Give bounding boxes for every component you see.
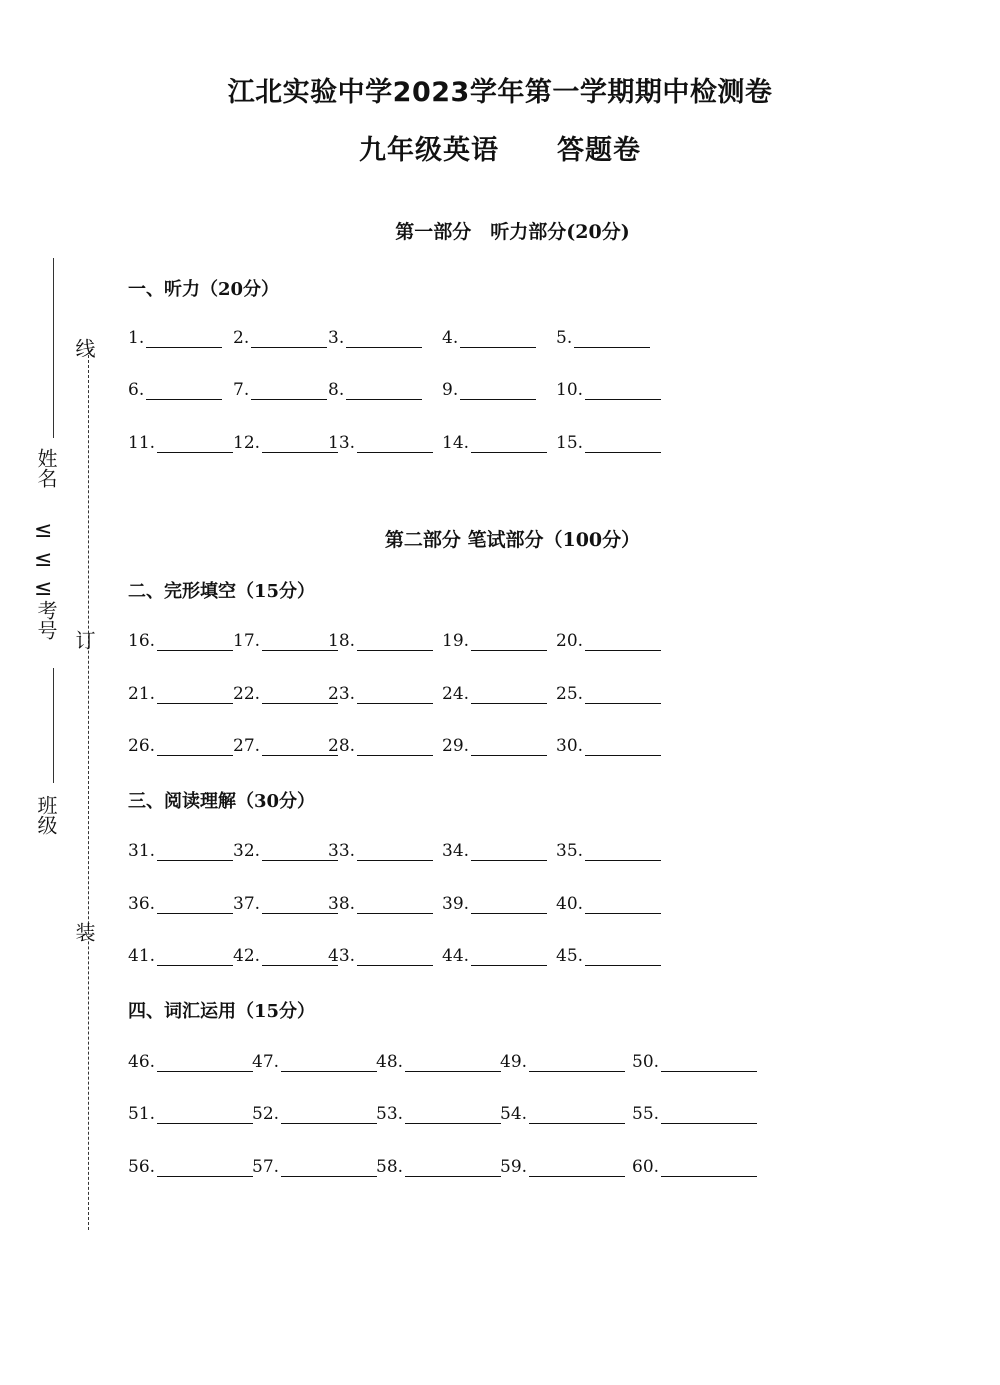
answer-item bbox=[328, 736, 433, 756]
question-number: 32. bbox=[233, 841, 261, 861]
answer-item bbox=[328, 841, 433, 861]
answer-blank[interactable] bbox=[251, 330, 327, 348]
answer-item bbox=[128, 631, 233, 651]
answer-blank[interactable] bbox=[281, 1159, 377, 1177]
answer-item bbox=[128, 736, 233, 756]
question-number: 40. bbox=[556, 894, 584, 914]
answer-item bbox=[233, 433, 338, 453]
answer-item bbox=[233, 684, 338, 704]
answer-blank[interactable] bbox=[157, 1159, 253, 1177]
answer-item bbox=[442, 328, 536, 348]
answer-blank[interactable] bbox=[157, 843, 233, 861]
answer-blank[interactable] bbox=[262, 896, 338, 914]
question-number: 22. bbox=[233, 684, 261, 704]
answer-item bbox=[328, 946, 433, 966]
question-number: 51. bbox=[128, 1104, 156, 1124]
binding-staple-label: 订 bbox=[72, 630, 96, 650]
answer-blank[interactable] bbox=[585, 382, 661, 400]
answer-item bbox=[252, 1104, 377, 1124]
answer-blank[interactable] bbox=[529, 1106, 625, 1124]
question-number: 9. bbox=[442, 380, 459, 400]
answer-blank[interactable] bbox=[262, 738, 338, 756]
answer-item bbox=[128, 380, 222, 400]
answer-item bbox=[128, 946, 233, 966]
question-number: 46. bbox=[128, 1052, 156, 1072]
answer-blank[interactable] bbox=[471, 686, 547, 704]
answer-blank[interactable] bbox=[471, 843, 547, 861]
answer-blank[interactable] bbox=[471, 948, 547, 966]
answer-item bbox=[376, 1052, 501, 1072]
answer-blank[interactable] bbox=[146, 330, 222, 348]
question-number: 34. bbox=[442, 841, 470, 861]
answer-item bbox=[556, 841, 661, 861]
answer-blank[interactable] bbox=[157, 948, 233, 966]
answer-item bbox=[556, 328, 650, 348]
answer-item bbox=[328, 433, 433, 453]
name-field-label: 姓名 bbox=[34, 448, 58, 488]
answer-item bbox=[128, 1157, 253, 1177]
question-number: 21. bbox=[128, 684, 156, 704]
answer-item bbox=[233, 736, 338, 756]
answer-item bbox=[556, 894, 661, 914]
answer-blank[interactable] bbox=[585, 738, 661, 756]
answer-blank[interactable] bbox=[157, 738, 233, 756]
answer-blank[interactable] bbox=[471, 738, 547, 756]
answer-blank[interactable] bbox=[262, 948, 338, 966]
question-number: 16. bbox=[128, 631, 156, 651]
question-number: 47. bbox=[252, 1052, 280, 1072]
question-number: 45. bbox=[556, 946, 584, 966]
answer-blank[interactable] bbox=[405, 1159, 501, 1177]
question-number: 26. bbox=[128, 736, 156, 756]
answer-item bbox=[500, 1052, 625, 1072]
answer-blank[interactable] bbox=[357, 896, 433, 914]
question-number: 33. bbox=[328, 841, 356, 861]
answer-item bbox=[442, 894, 547, 914]
question-number: 39. bbox=[442, 894, 470, 914]
answer-blank[interactable] bbox=[262, 633, 338, 651]
arrow-glyph: ≤ bbox=[34, 518, 53, 543]
question-number: 11. bbox=[128, 433, 156, 453]
question-number: 15. bbox=[556, 433, 584, 453]
answer-item bbox=[128, 433, 233, 453]
answer-sheet-label: 答题卷 bbox=[557, 135, 641, 166]
answer-blank[interactable] bbox=[357, 686, 433, 704]
answer-item bbox=[376, 1157, 501, 1177]
question-number: 36. bbox=[128, 894, 156, 914]
answer-blank[interactable] bbox=[357, 435, 433, 453]
answer-blank[interactable] bbox=[585, 435, 661, 453]
question-number: 8. bbox=[328, 380, 345, 400]
answer-blank[interactable] bbox=[157, 686, 233, 704]
exam-title: 江北实验中学2023学年第一学期期中检测卷 bbox=[227, 77, 773, 108]
answer-item bbox=[442, 380, 536, 400]
answer-item bbox=[128, 1052, 253, 1072]
answer-blank[interactable] bbox=[262, 686, 338, 704]
question-number: 14. bbox=[442, 433, 470, 453]
answer-blank[interactable] bbox=[281, 1106, 377, 1124]
question-number: 6. bbox=[128, 380, 145, 400]
answer-blank[interactable] bbox=[157, 896, 233, 914]
answer-item bbox=[376, 1104, 501, 1124]
question-number: 52. bbox=[252, 1104, 280, 1124]
question-number: 58. bbox=[376, 1157, 404, 1177]
answer-item bbox=[556, 946, 661, 966]
question-number: 42. bbox=[233, 946, 261, 966]
answer-item bbox=[128, 894, 233, 914]
answer-item bbox=[233, 631, 338, 651]
question-number: 44. bbox=[442, 946, 470, 966]
question-number: 30. bbox=[556, 736, 584, 756]
question-number: 5. bbox=[556, 328, 573, 348]
answer-item bbox=[632, 1104, 757, 1124]
binding-bind-label: 装 bbox=[72, 922, 96, 942]
answer-blank[interactable] bbox=[585, 686, 661, 704]
answer-blank[interactable] bbox=[357, 633, 433, 651]
answer-item bbox=[128, 328, 222, 348]
section-reading-heading: 三、阅读理解（30分） bbox=[128, 791, 316, 812]
answer-item bbox=[500, 1157, 625, 1177]
answer-blank[interactable] bbox=[405, 1106, 501, 1124]
answer-item bbox=[328, 684, 433, 704]
answer-blank[interactable] bbox=[157, 435, 233, 453]
question-number: 24. bbox=[442, 684, 470, 704]
answer-blank[interactable] bbox=[281, 1054, 377, 1072]
answer-item bbox=[233, 380, 327, 400]
question-number: 38. bbox=[328, 894, 356, 914]
question-number: 7. bbox=[233, 380, 250, 400]
question-number: 60. bbox=[632, 1157, 660, 1177]
answer-blank[interactable] bbox=[157, 1054, 253, 1072]
question-number: 1. bbox=[128, 328, 145, 348]
question-number: 2. bbox=[233, 328, 250, 348]
answer-blank[interactable] bbox=[251, 382, 327, 400]
question-number: 57. bbox=[252, 1157, 280, 1177]
question-number: 31. bbox=[128, 841, 156, 861]
answer-item bbox=[442, 631, 547, 651]
answer-item bbox=[233, 894, 338, 914]
answer-blank[interactable] bbox=[346, 330, 422, 348]
answer-blank[interactable] bbox=[157, 633, 233, 651]
question-number: 54. bbox=[500, 1104, 528, 1124]
question-number: 23. bbox=[328, 684, 356, 704]
question-number: 28. bbox=[328, 736, 356, 756]
answer-blank[interactable] bbox=[157, 1106, 253, 1124]
exam-subtitle bbox=[0, 128, 1000, 167]
answer-blank[interactable] bbox=[460, 382, 536, 400]
answer-blank[interactable] bbox=[585, 843, 661, 861]
answer-item bbox=[128, 684, 233, 704]
answer-blank[interactable] bbox=[460, 330, 536, 348]
answer-item bbox=[128, 1104, 253, 1124]
part2-heading: 第二部分 笔试部分（100分） bbox=[384, 529, 641, 551]
answer-blank[interactable] bbox=[357, 738, 433, 756]
question-number: 41. bbox=[128, 946, 156, 966]
question-number: 27. bbox=[233, 736, 261, 756]
arrow-glyph: ≤ bbox=[34, 576, 53, 601]
answer-blank[interactable] bbox=[146, 382, 222, 400]
section-vocabulary-heading: 四、词汇运用（15分） bbox=[128, 1001, 316, 1022]
answer-blank[interactable] bbox=[585, 896, 661, 914]
exam-number-label: 考号 bbox=[34, 600, 58, 640]
question-number: 4. bbox=[442, 328, 459, 348]
binding-line-label: 线 bbox=[72, 338, 96, 358]
class-field-label: 班级 bbox=[34, 795, 58, 835]
answer-item bbox=[556, 684, 661, 704]
answer-blank[interactable] bbox=[471, 896, 547, 914]
answer-blank[interactable] bbox=[357, 843, 433, 861]
answer-item bbox=[233, 946, 338, 966]
answer-blank[interactable] bbox=[405, 1054, 501, 1072]
question-number: 10. bbox=[556, 380, 584, 400]
answer-item bbox=[442, 736, 547, 756]
binding-dashed-line bbox=[88, 355, 89, 1230]
answer-blank[interactable] bbox=[471, 633, 547, 651]
section-listening-heading: 一、听力（20分） bbox=[128, 279, 280, 300]
answer-item bbox=[233, 328, 327, 348]
arrow-glyph: ≤ bbox=[34, 547, 53, 572]
question-number: 19. bbox=[442, 631, 470, 651]
question-number: 17. bbox=[233, 631, 261, 651]
question-number: 56. bbox=[128, 1157, 156, 1177]
answer-item bbox=[442, 841, 547, 861]
answer-blank[interactable] bbox=[585, 948, 661, 966]
answer-item bbox=[328, 631, 433, 651]
question-number: 50. bbox=[632, 1052, 660, 1072]
part1-heading: 第一部分 听力部分(20分) bbox=[395, 221, 630, 243]
question-number: 25. bbox=[556, 684, 584, 704]
answer-blank[interactable] bbox=[661, 1159, 757, 1177]
section-cloze-heading: 二、完形填空（15分） bbox=[128, 581, 316, 602]
answer-item bbox=[556, 380, 661, 400]
answer-blank[interactable] bbox=[574, 330, 650, 348]
answer-blank[interactable] bbox=[346, 382, 422, 400]
answer-item bbox=[328, 328, 422, 348]
answer-item bbox=[632, 1052, 757, 1072]
answer-item bbox=[500, 1104, 625, 1124]
exam-number-arrows bbox=[34, 516, 52, 603]
answer-item bbox=[442, 433, 547, 453]
answer-item bbox=[442, 946, 547, 966]
answer-item bbox=[328, 894, 433, 914]
answer-blank[interactable] bbox=[471, 435, 547, 453]
question-number: 53. bbox=[376, 1104, 404, 1124]
answer-blank[interactable] bbox=[529, 1159, 625, 1177]
question-number: 18. bbox=[328, 631, 356, 651]
question-number: 35. bbox=[556, 841, 584, 861]
question-number: 37. bbox=[233, 894, 261, 914]
answer-item bbox=[556, 736, 661, 756]
answer-blank[interactable] bbox=[529, 1054, 625, 1072]
question-number: 29. bbox=[442, 736, 470, 756]
question-number: 43. bbox=[328, 946, 356, 966]
answer-item bbox=[442, 684, 547, 704]
question-number: 48. bbox=[376, 1052, 404, 1072]
answer-item bbox=[556, 433, 661, 453]
answer-blank[interactable] bbox=[585, 633, 661, 651]
answer-item bbox=[632, 1157, 757, 1177]
question-number: 49. bbox=[500, 1052, 528, 1072]
answer-item bbox=[556, 631, 661, 651]
answer-blank[interactable] bbox=[357, 948, 433, 966]
answer-blank[interactable] bbox=[262, 843, 338, 861]
question-number: 55. bbox=[632, 1104, 660, 1124]
answer-item bbox=[128, 841, 233, 861]
answer-item bbox=[328, 380, 422, 400]
class-underline bbox=[53, 668, 54, 783]
question-number: 3. bbox=[328, 328, 345, 348]
question-number: 20. bbox=[556, 631, 584, 651]
question-number: 13. bbox=[328, 433, 356, 453]
question-number: 59. bbox=[500, 1157, 528, 1177]
subject-label: 九年级英语 bbox=[359, 135, 499, 166]
answer-item bbox=[252, 1052, 377, 1072]
answer-blank[interactable] bbox=[661, 1054, 757, 1072]
answer-item bbox=[252, 1157, 377, 1177]
answer-item bbox=[233, 841, 338, 861]
answer-blank[interactable] bbox=[661, 1106, 757, 1124]
name-underline bbox=[53, 258, 54, 438]
answer-blank[interactable] bbox=[262, 435, 338, 453]
question-number: 12. bbox=[233, 433, 261, 453]
